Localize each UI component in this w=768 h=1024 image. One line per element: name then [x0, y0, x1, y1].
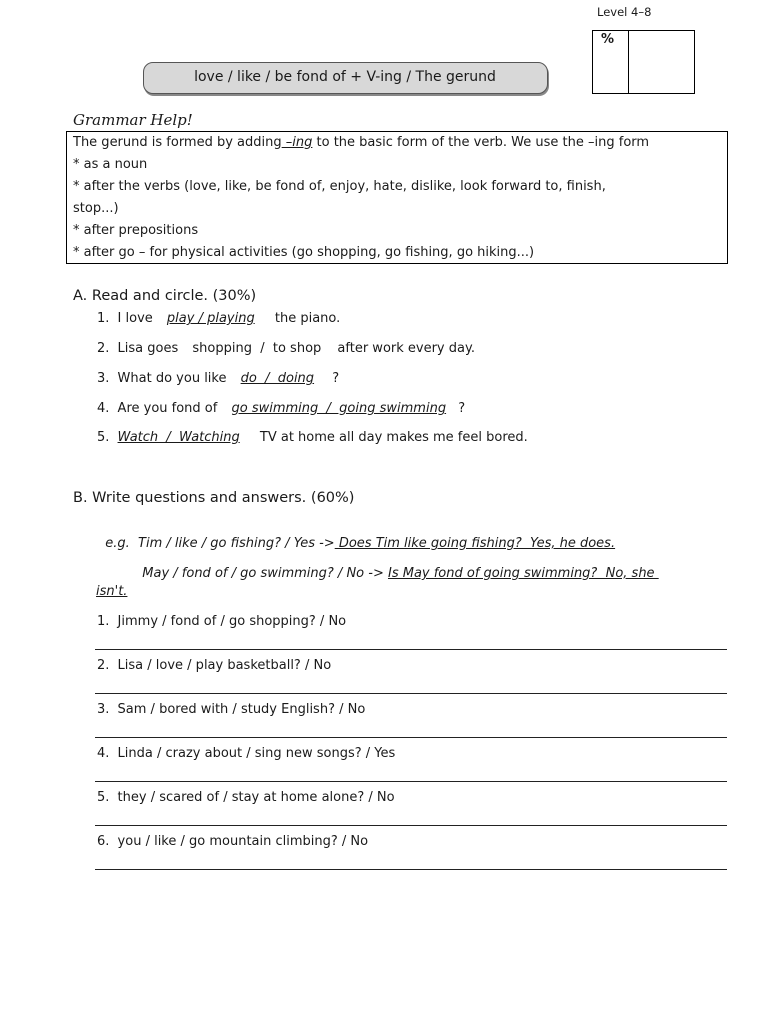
item-text-end: the piano. — [274, 311, 341, 326]
exercise-a-item — [97, 371, 339, 386]
section-a-title: Read and circle. — [91, 288, 208, 304]
example-2 — [134, 551, 659, 581]
item-text-end: after work every day. — [337, 341, 475, 356]
grammar-help-bullet: * after prepositions — [73, 223, 199, 238]
item-number: 2. — [97, 341, 110, 356]
score-box-divider — [628, 31, 629, 93]
percent-symbol: % — [601, 32, 615, 47]
section-a-heading — [73, 288, 256, 304]
answer-line[interactable] — [95, 781, 727, 782]
intro-ing: –ing — [281, 135, 313, 150]
intro-text: The gerund is formed by adding — [73, 135, 282, 150]
section-b-heading — [73, 490, 354, 506]
exercise-b-item — [97, 790, 395, 805]
exercise-a-item — [97, 430, 528, 445]
exercise-b-item — [97, 834, 368, 849]
page-title: love / like / be fond of + V-ing / The gerund — [194, 69, 496, 85]
item-number: 4. — [97, 746, 110, 761]
example-prompt: e.g. Tim / like / go fishing? / Yes -> — [105, 536, 335, 551]
answer-line[interactable] — [95, 693, 727, 694]
item-number: 1. — [97, 614, 110, 629]
example-answer: Is May fond of going swimming? No, she — [387, 566, 659, 581]
section-b-percent: (60%) — [310, 490, 355, 506]
item-number: 1. — [97, 311, 110, 326]
exercise-a-item — [97, 311, 340, 326]
answer-options[interactable]: play / playing — [166, 311, 255, 326]
item-text: Are you fond of — [117, 401, 218, 416]
score-box — [592, 30, 695, 94]
answer-line[interactable] — [95, 649, 727, 650]
item-number: 2. — [97, 658, 110, 673]
section-a-percent: (30%) — [212, 288, 257, 304]
item-prompt: Linda / crazy about / sing new songs? / Yes — [117, 746, 396, 761]
item-text-end: TV at home all day makes me feel bored. — [259, 430, 528, 445]
item-number: 5. — [97, 790, 110, 805]
example-answer: Does Tim like going fishing? Yes, he does. — [334, 536, 616, 551]
exercise-b-item — [97, 702, 365, 717]
item-number: 3. — [97, 702, 110, 717]
answer-line[interactable] — [95, 825, 727, 826]
grammar-help-bullet: * after go – for physical activities (go shopping, go fishing, go hiking...) — [73, 245, 535, 260]
intro-text-end: to the basic form of the verb. We use the –ing form — [312, 135, 650, 150]
grammar-help-heading: Grammar Help! — [73, 111, 193, 129]
exercise-b-item — [97, 746, 395, 761]
item-prompt: Lisa / love / play basketball? / No — [117, 658, 332, 673]
grammar-help-intro — [73, 135, 649, 150]
exercise-b-item — [97, 614, 346, 629]
item-number: 3. — [97, 371, 110, 386]
answer-options[interactable]: go swimming / going swimming — [231, 401, 447, 416]
section-b-letter: B. — [73, 490, 88, 506]
item-text: Lisa goes — [117, 341, 179, 356]
example-prompt: May / fond of / go swimming? / No -> — [142, 566, 384, 581]
exercise-a-item — [97, 401, 465, 416]
example-answer-continued: isn't. — [96, 584, 128, 599]
item-prompt: Sam / bored with / study English? / No — [117, 702, 366, 717]
example-1 — [97, 521, 615, 551]
item-text-end: ? — [458, 401, 466, 416]
item-number: 5. — [97, 430, 110, 445]
grammar-help-bullet: * as a noun — [73, 157, 148, 172]
grammar-help-bullet: * after the verbs (love, like, be fond of, enjoy, hate, dislike, look forward to, finish, — [73, 179, 606, 194]
answer-options[interactable]: Watch / Watching — [117, 430, 240, 445]
item-prompt: they / scared of / stay at home alone? / No — [117, 790, 395, 805]
item-number: 4. — [97, 401, 110, 416]
section-b-title: Write questions and answers. — [92, 490, 307, 506]
item-prompt: Jimmy / fond of / go shopping? / No — [117, 614, 347, 629]
item-prompt: you / like / go mountain climbing? / No — [117, 834, 369, 849]
item-number: 6. — [97, 834, 110, 849]
exercise-a-item — [97, 341, 475, 356]
answer-line[interactable] — [95, 869, 727, 870]
item-text: I love — [117, 311, 153, 326]
grammar-help-bullet: stop...) — [73, 201, 119, 216]
answer-line[interactable] — [95, 737, 727, 738]
answer-options[interactable]: shopping / to shop — [192, 341, 322, 356]
item-text-end: ? — [332, 371, 340, 386]
level-label: Level 4–8 — [597, 5, 652, 19]
section-a-letter: A. — [73, 288, 88, 304]
answer-options[interactable]: do / doing — [240, 371, 315, 386]
exercise-b-item — [97, 658, 331, 673]
item-text: What do you like — [117, 371, 227, 386]
